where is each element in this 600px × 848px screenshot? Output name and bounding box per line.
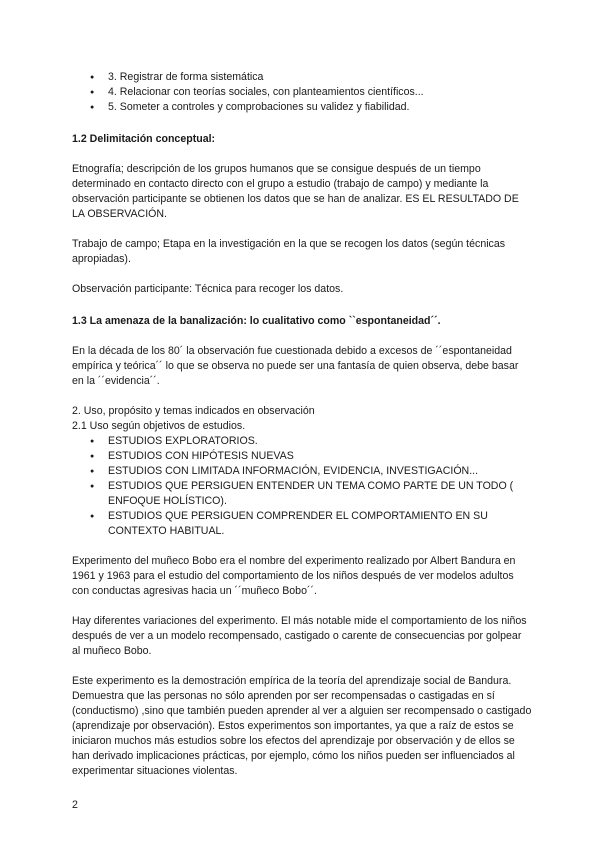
list-item: ● ESTUDIOS QUE PERSIGUEN COMPRENDER EL COMPORTAMIENTO EN SU CONTEXTO HABITUAL. — [72, 509, 532, 539]
line-uso-2-1: 2.1 Uso según objetivos de estudios. — [72, 420, 246, 432]
list-item: ● 5. Someter a controles y comprobaciones su validez y fiabilidad. — [72, 100, 532, 115]
paragraph-bobo: Experimento del muñeco Bobo era el nombre del experimento realizado por Albert Bandura en 1961 y 1963 para el estudio del comportamiento de los niños después de ver modelos adultos con conductas agresivas hacia un ´´muñeco Bobo´´. — [72, 555, 516, 597]
paragraph-decada: En la década de los 80´ la observación fue cuestionada debido a excesos de ´´espontaneidad empírica y teórica´´ lo que se observa no puede ser una fantasía de quien observa, debe basar en la ´´evidencia´´. — [72, 345, 519, 387]
paragraph-variaciones: Hay diferentes variaciones del experimento. El más notable mide el comportamiento de los niños después de ver a un modelo recompensado, castigado o carente de consecuencias por golpear al muñeco Bobo. — [72, 615, 527, 657]
paragraph-trabajo-campo: Trabajo de campo; Etapa en la investigación en la que se recogen los datos (según técnicas apropiadas). — [72, 238, 506, 265]
list-item: ● ESTUDIOS CON LIMITADA INFORMACIÓN, EVIDENCIA, INVESTIGACIÓN... — [72, 464, 532, 479]
paragraph-demostracion: Este experimento es la demostración empírica de la teoría del aprendizaje social de Bandura. Demuestra que las personas no sólo aprenden por ser recompensadas o castigadas en sí (conductismo) ,sino que también pueden aprender al ver a alguien ser recompensado o castigado (aprendizaje por observación). Estos experimentos son importantes, ya que a raíz de estos se iniciaron muchos más estudios sobre los efectos del aprendizaje por observación y de ellos se han derivado implicaciones prácticas, por ejemplo, cómo los niños pueden ser influenciados al experimentar situaciones violentas. — [72, 675, 532, 777]
page-number: 2 — [72, 799, 78, 811]
line-uso: 2. Uso, propósito y temas indicados en observación — [72, 405, 315, 417]
list-item: ● ESTUDIOS CON HIPÓTESIS NUEVAS — [72, 449, 532, 464]
section-heading-1-2: 1.2 Delimitación conceptual: — [72, 133, 216, 145]
steps-list — [72, 70, 532, 115]
document-page — [72, 70, 532, 794]
list-item: ● ESTUDIOS EXPLORATORIOS. — [72, 434, 532, 449]
section-heading-1-3: 1.3 La amenaza de la banalización: lo cualitativo como ``espontaneidad´´. — [72, 315, 441, 327]
paragraph-observacion: Observación participante: Técnica para recoger los datos. — [72, 283, 344, 295]
studies-list — [72, 434, 532, 539]
paragraph-etnografia: Etnografía; descripción de los grupos humanos que se consigue después de un tiempo determinado en contacto directo con el grupo a estudio (trabajo de campo) y mediante la observación participante se obtienen los datos que se han de analizar. ES EL RESULTADO DE LA OBSERVACIÓN. — [72, 163, 519, 220]
list-item: ● 4. Relacionar con teorías sociales, con planteamientos científicos... — [72, 85, 532, 100]
list-item: ● ESTUDIOS QUE PERSIGUEN ENTENDER UN TEMA COMO PARTE DE UN TODO ( ENFOQUE HOLÍSTICO). — [72, 479, 532, 509]
list-item: ● 3. Registrar de forma sistemática — [72, 70, 532, 85]
